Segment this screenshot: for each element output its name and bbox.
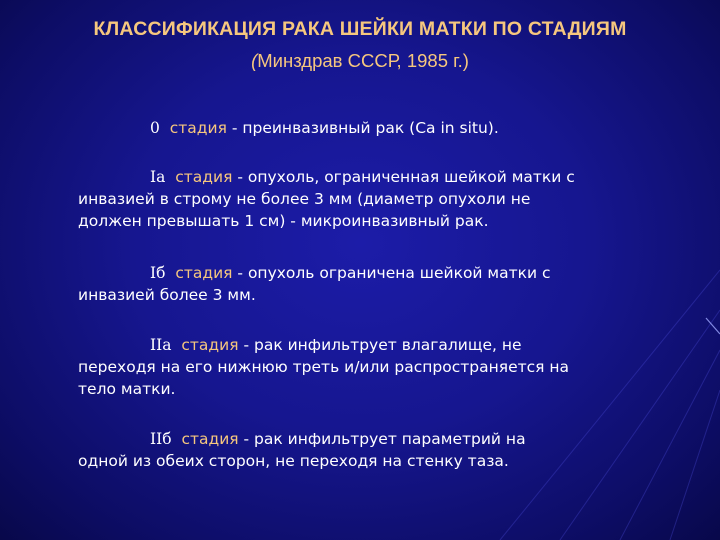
stage-description-line: тело матки. <box>78 380 176 398</box>
subtitle-paren: ( <box>251 50 258 71</box>
slide-subtitle <box>0 50 720 72</box>
stage-description: - опухоль, ограниченная шейкой матки с <box>232 168 575 186</box>
stage-description: - преинвазивный рак (Ca in situ). <box>226 119 499 137</box>
stage-iia-paragraph <box>78 334 658 400</box>
stage-description-line: инвазией в строму не более 3 мм (диаметр опухоли не <box>78 190 531 208</box>
subtitle-text: Минздрав СССР, 1985 г.) <box>257 50 469 71</box>
stage-description-line: переходя на его нижнюю треть и/или распространяется на <box>78 358 570 376</box>
stage-description: - рак инфильтрует влагалище, не <box>238 336 522 354</box>
stage-number: IIб <box>150 430 172 448</box>
stage-word: стадия <box>181 336 239 354</box>
stage-0-paragraph <box>78 117 658 139</box>
stage-description-line: инвазией более 3 мм. <box>78 286 256 304</box>
stage-description-line: одной из обеих сторон, не переходя на стенку таза. <box>78 452 509 470</box>
slide-title: КЛАССИФИКАЦИЯ РАКА ШЕЙКИ МАТКИ ПО СТАДИЯМ <box>93 18 627 40</box>
stage-number: Ia <box>150 168 166 186</box>
stage-ia-paragraph <box>78 166 658 232</box>
stage-number: IIа <box>150 336 172 354</box>
stage-description-line: должен превышать 1 см) - микроинвазивный рак. <box>78 212 489 230</box>
stage-word: стадия <box>169 119 227 137</box>
stage-description: - рак инфильтрует параметрий на <box>238 430 526 448</box>
stage-word: стадия <box>175 264 233 282</box>
stage-ib-paragraph <box>78 262 658 306</box>
stage-iib-paragraph <box>78 428 658 472</box>
stage-number: 0 <box>150 119 160 137</box>
stage-word: стадия <box>175 168 233 186</box>
stage-word: стадия <box>181 430 239 448</box>
stage-description: - опухоль ограничена шейкой матки с <box>232 264 551 282</box>
stage-number: Iб <box>150 264 166 282</box>
